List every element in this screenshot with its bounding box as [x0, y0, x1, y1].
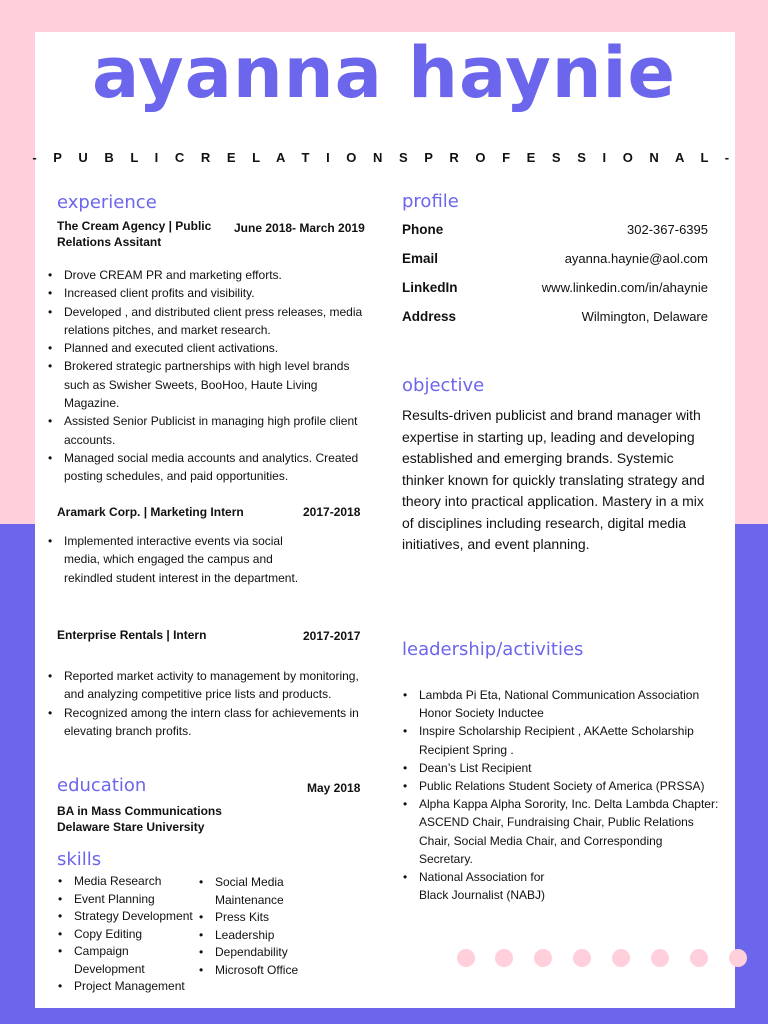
job3-dates: 2017-2017	[303, 629, 361, 643]
list-item: • Reported market activity to management by monitoring, and analyzing competitive price lists and products.	[48, 667, 363, 704]
profile-phone-row	[402, 222, 708, 242]
list-item: • Managed social media accounts and analytics. Created posting schedules, and paid opportunities.	[48, 449, 373, 486]
list-item: • Implemented interactive events via social media, which engaged the campus and rekindled student interest in the department.	[48, 532, 318, 587]
dot-decoration	[534, 949, 552, 967]
list-item: • Brokered strategic partnerships with high level brands such as Swisher Sweets, BooHoo, Haute Living Magazine.	[48, 357, 373, 412]
linkedin-value[interactable]: www.linkedin.com/in/ahaynie	[541, 280, 708, 295]
education-school: Delaware Stare University	[57, 820, 205, 834]
email-label: Email	[402, 251, 439, 266]
list-item: • Press Kits	[199, 909, 319, 927]
phone-label: Phone	[402, 222, 444, 237]
dot-decoration	[457, 949, 475, 967]
job3-company: Enterprise Rentals | Intern	[57, 628, 207, 642]
education-details	[57, 803, 222, 835]
list-item: • Dean’s List Recipient	[403, 759, 723, 777]
resume-name: ayanna haynie	[91, 32, 677, 114]
leadership-list	[403, 686, 723, 904]
objective-text: Results-driven publicist and brand manager with expertise in starting up, leading and developing established and emerging brands. Systemic thinker known for quickly translating strategy and theory into practical application. Mastery in a mix of disciplines including research, digital media initiatives, and event planning.	[402, 407, 705, 552]
dot-decoration	[495, 949, 513, 967]
education-degree: BA in Mass Communications	[57, 804, 222, 818]
dot-decoration	[729, 949, 747, 967]
skills-column-1	[58, 873, 198, 996]
list-item: • Event Planning	[58, 891, 198, 909]
list-item: • Social Media Maintenance	[199, 874, 305, 909]
job2-bullets	[48, 532, 318, 587]
list-item: • Inspire Scholarship Recipient , AKAette Scholarship Recipient Spring .	[403, 722, 723, 758]
job1-company	[57, 218, 232, 250]
list-item: • Lambda Pi Eta, National Communication Association Honor Society Inductee	[403, 686, 723, 722]
list-item: • Public Relations Student Society of America (PRSSA)	[403, 777, 723, 795]
job3-bullets	[48, 667, 363, 740]
linkedin-label: LinkedIn	[402, 280, 458, 295]
list-item: • Microsoft Office	[199, 962, 319, 980]
job1-bullets	[48, 266, 373, 486]
job1-company-line1: The Cream Agency | Public	[57, 219, 212, 233]
list-item: • Recognized among the intern class for achievements in elevating branch profits.	[48, 704, 363, 741]
job2-dates: 2017-2018	[303, 505, 361, 519]
dot-decoration	[690, 949, 708, 967]
profile-heading: profile	[402, 191, 459, 212]
skills-column-2	[199, 874, 319, 979]
list-item: • Strategy Development	[58, 908, 198, 926]
list-item: • Copy Editing	[58, 926, 198, 944]
leadership-heading: leadership/activities	[402, 639, 584, 660]
list-item: • Assisted Senior Publicist in managing high profile client accounts.	[48, 412, 373, 449]
objective-heading: objective	[402, 375, 485, 396]
list-item: • Drove CREAM PR and marketing efforts.	[48, 266, 373, 284]
list-item: • Alpha Kappa Alpha Sorority, Inc. Delta Lambda Chapter: ASCEND Chair, Fundraising Chair, Public Relations Chair, Social Media Chair, and Corresponding Secretary.	[403, 795, 719, 868]
list-item: • Increased client profits and visibility.	[48, 284, 373, 302]
skills-heading: skills	[57, 849, 102, 870]
address-value: Wilmington, Delaware	[581, 309, 708, 324]
dot-decoration	[573, 949, 591, 967]
dot-decoration	[612, 949, 630, 967]
resume-subtitle: - P U B L I C R E L A T I O N S P R O F E S S I O N A L -	[32, 150, 736, 165]
experience-heading: experience	[57, 192, 157, 213]
profile-address-row	[402, 309, 708, 329]
list-item: • Media Research	[58, 873, 198, 891]
list-item: • Planned and executed client activations.	[48, 339, 373, 357]
education-date: May 2018	[307, 781, 361, 795]
list-item: • Project Management	[58, 978, 198, 996]
dot-decoration	[651, 949, 669, 967]
address-label: Address	[402, 309, 457, 324]
list-item: • Leadership	[199, 927, 319, 945]
job1-dates: June 2018- March 2019	[234, 221, 365, 235]
profile-email-row	[402, 251, 708, 271]
list-item: • Developed , and distributed client press releases, media relations pitches, and market research.	[48, 303, 373, 340]
email-value[interactable]: ayanna.haynie@aol.com	[564, 251, 708, 266]
profile-linkedin-row	[402, 280, 708, 300]
phone-value: 302-367-6395	[627, 222, 708, 237]
job1-company-line2: Relations Assitant	[57, 235, 162, 249]
list-item: • National Association for Black Journalist (NABJ)	[403, 868, 559, 904]
list-item: • Campaign Development	[58, 943, 159, 978]
education-heading: education	[57, 775, 147, 796]
decorative-dots	[457, 949, 757, 969]
list-item: • Dependability	[199, 944, 319, 962]
job2-company: Aramark Corp. | Marketing Intern	[57, 505, 244, 519]
